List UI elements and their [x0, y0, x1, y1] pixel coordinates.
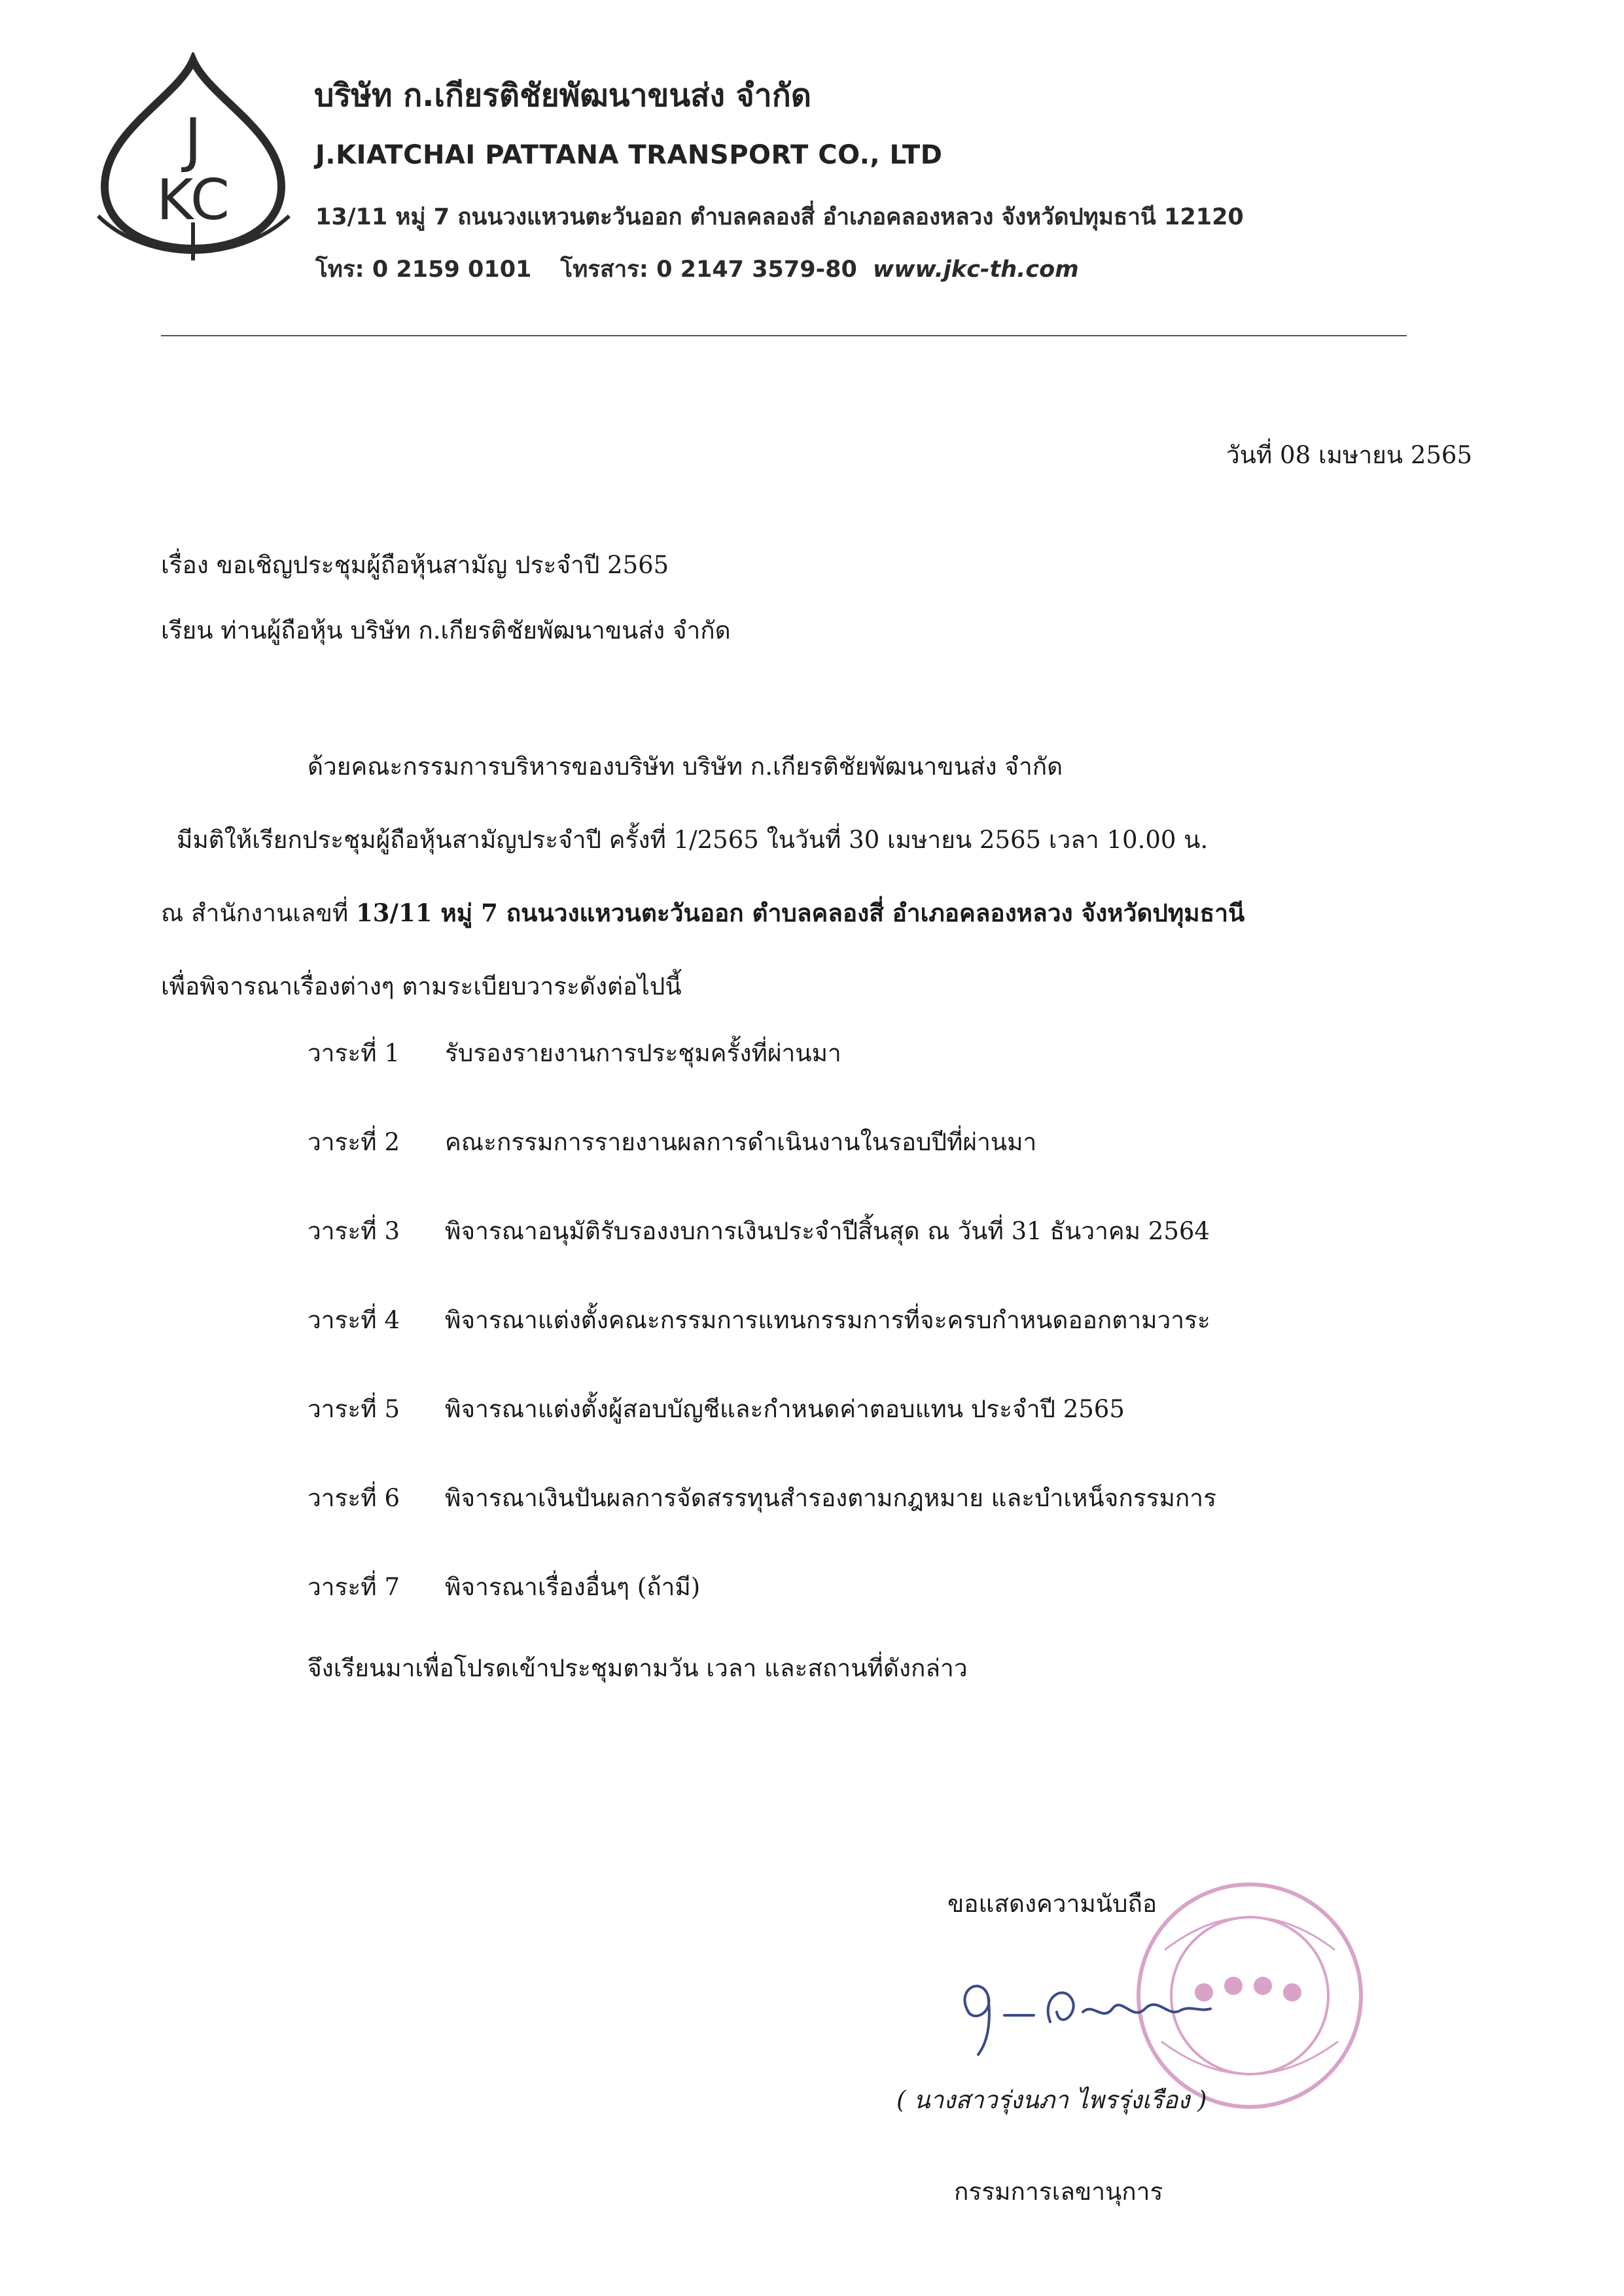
letter-subject: เรื่อง ขอเชิญประชุมผู้ถือหุ้นสามัญ ประจำปี 2565 [161, 551, 669, 579]
company-fax: โทรสาร: 0 2147 3579-80 [560, 256, 857, 283]
company-website: www.jkc-th.com [872, 256, 1079, 283]
body-line-4: เพื่อพิจารณาเรื่องต่างๆ ตามระเบียบวาระดังต่อไปนี้ [161, 972, 682, 1000]
body-line-1: ด้วยคณะกรรมการบริหารของบริษัท บริษัท ก.เกียรติชัยพัฒนาขนส่ง จำกัด [308, 752, 1063, 781]
respectfully-closing: ขอแสดงความนับถือ [947, 1890, 1157, 1918]
agenda-number: วาระที่ 2 [308, 1128, 400, 1156]
letter-date: วันที่ 08 เมษายน 2565 [1226, 441, 1472, 469]
agenda-number: วาระที่ 6 [308, 1484, 400, 1512]
agenda-item-4 [308, 1301, 1210, 1339]
agenda-text: พิจารณาอนุมัติรับรองงบการเงินประจำปีสิ้นสุด ณ วันที่ 31 ธันวาคม 2564 [445, 1217, 1210, 1245]
company-contact-line [315, 251, 1079, 287]
company-phone: โทร: 0 2159 0101 [315, 256, 532, 283]
company-name-thai: บริษัท ก.เกียรติชัยพัฒนาขนส่ง จำกัด [314, 77, 811, 114]
logo-letters-kc: KC [156, 168, 230, 233]
body-line-2: มีมติให้เรียกประชุมผู้ถือหุ้นสามัญประจำปี ครั้งที่ 1/2565 ในวันที่ 30 เมษายน 2565 เวลา 10.00 น. [177, 826, 1209, 854]
letterhead-divider [161, 335, 1407, 336]
closing-sentence: จึงเรียนมาเพื่อโปรดเข้าประชุมตามวัน เวลา และสถานที่ดังกล่าว [308, 1654, 968, 1682]
agenda-text: คณะกรรมการรายงานผลการดำเนินงานในรอบปีที่ผ่านมา [445, 1128, 1037, 1156]
company-address: 13/11 หมู่ 7 ถนนวงแหวนตะวันออก ตำบลคลองสี่ อำเภอคลองหลวง จังหวัดปทุมธานี 12120 [315, 204, 1244, 230]
company-name-english: J.KIATCHAI PATTANA TRANSPORT CO., LTD [315, 140, 943, 170]
jkc-lotus-logo-icon [85, 52, 301, 268]
agenda-number: วาระที่ 7 [308, 1573, 400, 1601]
logo-letter-j: J [184, 106, 202, 175]
agenda-number: วาระที่ 1 [308, 1039, 400, 1067]
meeting-venue-address: 13/11 หมู่ 7 ถนนวงแหวนตะวันออก ตำบลคลองสี่ อำเภอคลองหลวง จังหวัดปทุมธานี [356, 898, 1245, 927]
agenda-item-3 [308, 1212, 1210, 1250]
agenda-item-5 [308, 1390, 1125, 1428]
agenda-text: รับรองรายงานการประชุมครั้งที่ผ่านมา [445, 1039, 841, 1067]
agenda-item-2 [308, 1123, 1036, 1161]
agenda-item-6 [308, 1479, 1216, 1517]
agenda-number: วาระที่ 5 [308, 1395, 400, 1423]
agenda-text: พิจารณาเงินปันผลการจัดสรรทุนสำรองตามกฎหมาย และบำเหน็จกรรมการ [445, 1484, 1216, 1512]
agenda-number: วาระที่ 4 [308, 1306, 400, 1334]
body-line-3-prefix: ณ สำนักงานเลขที่ [161, 899, 357, 927]
letter-recipient: เรียน ท่านผู้ถือหุ้น บริษัท ก.เกียรติชัยพัฒนาขนส่ง จำกัด [161, 616, 731, 645]
body-line-3 [161, 894, 1244, 932]
agenda-text: พิจารณาแต่งตั้งผู้สอบบัญชีและกำหนดค่าตอบแทน ประจำปี 2565 [445, 1395, 1125, 1423]
agenda-item-7 [308, 1568, 700, 1606]
agenda-item-1 [308, 1034, 841, 1072]
handwritten-signature-icon [942, 1950, 1309, 2061]
signer-name: ( นางสาวรุ่งนภา ไพรรุ่งเรือง ) [896, 2086, 1207, 2114]
agenda-number: วาระที่ 3 [308, 1217, 400, 1245]
agenda-text: พิจารณาเรื่องอื่นๆ (ถ้ามี) [445, 1573, 701, 1601]
signer-position: กรรมการเลขานุการ [954, 2178, 1163, 2206]
agenda-text: พิจารณาแต่งตั้งคณะกรรมการแทนกรรมการที่จะครบกำหนดออกตามวาระ [445, 1306, 1210, 1334]
